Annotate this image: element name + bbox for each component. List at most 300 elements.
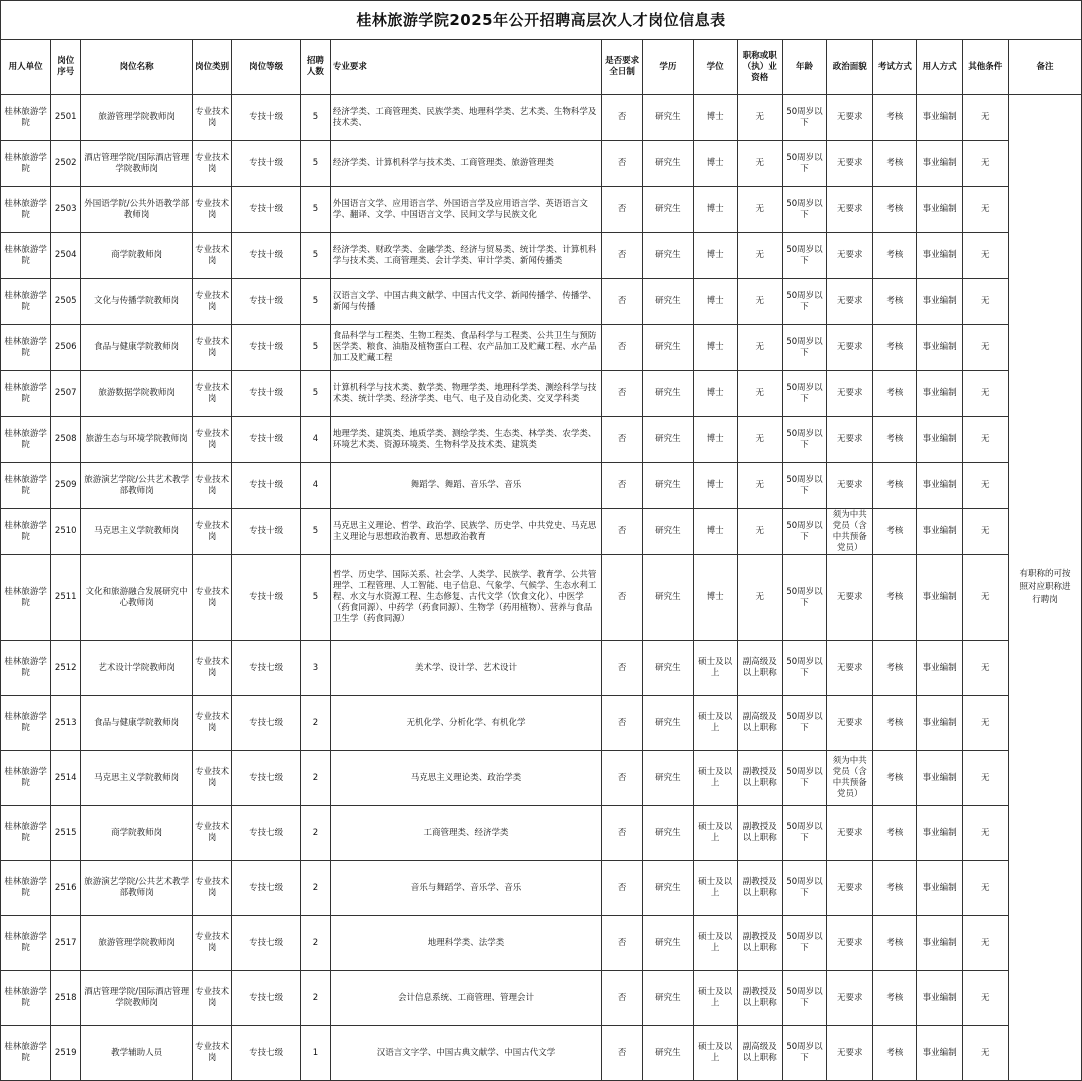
cell-name: 旅游演艺学院/公共艺术教学部教师岗	[81, 861, 193, 916]
cell-category: 专业技术岗	[193, 641, 232, 696]
cell-degree: 博士	[693, 417, 737, 463]
cell-category: 专业技术岗	[193, 509, 232, 555]
cell-unit: 桂林旅游学院	[1, 861, 51, 916]
cell-exam: 考核	[873, 971, 917, 1026]
cell-employ: 事业编制	[917, 861, 962, 916]
cell-employ: 事业编制	[917, 463, 962, 509]
cell-fulltime: 否	[602, 279, 643, 325]
cell-name: 旅游管理学院教师岗	[81, 95, 193, 141]
cell-education: 研究生	[643, 1026, 693, 1081]
cell-employ: 事业编制	[917, 141, 962, 187]
cell-major: 音乐与舞蹈学、音乐学、音乐	[330, 861, 601, 916]
cell-politics: 无要求	[827, 95, 873, 141]
header-unit: 用人单位	[1, 40, 51, 95]
table-row	[1, 916, 1082, 971]
cell-education: 研究生	[643, 509, 693, 555]
table-row	[1, 141, 1082, 187]
cell-other: 无	[962, 916, 1008, 971]
cell-fulltime: 否	[602, 187, 643, 233]
header-exam: 考试方式	[873, 40, 917, 95]
cell-level: 专技十级	[232, 555, 301, 641]
cell-unit: 桂林旅游学院	[1, 806, 51, 861]
cell-level: 专技十级	[232, 233, 301, 279]
table-row	[1, 325, 1082, 371]
table-row	[1, 971, 1082, 1026]
cell-count: 1	[301, 1026, 331, 1081]
header-age: 年龄	[782, 40, 826, 95]
cell-exam: 考核	[873, 1026, 917, 1081]
cell-exam: 考核	[873, 187, 917, 233]
cell-employ: 事业编制	[917, 971, 962, 1026]
job-rows	[1, 95, 1082, 1081]
table-row	[1, 861, 1082, 916]
cell-seq: 2514	[51, 751, 81, 806]
cell-employ: 事业编制	[917, 325, 962, 371]
cell-unit: 桂林旅游学院	[1, 233, 51, 279]
cell-title: 无	[737, 509, 782, 555]
cell-level: 专技七级	[232, 916, 301, 971]
cell-politics: 无要求	[827, 806, 873, 861]
cell-name: 教学辅助人员	[81, 1026, 193, 1081]
cell-unit: 桂林旅游学院	[1, 95, 51, 141]
cell-name: 旅游生态与环境学院教师岗	[81, 417, 193, 463]
cell-age: 50周岁以下	[782, 325, 826, 371]
cell-category: 专业技术岗	[193, 417, 232, 463]
cell-count: 2	[301, 696, 331, 751]
cell-title: 副教授及以上职称	[737, 971, 782, 1026]
cell-age: 50周岁以下	[782, 371, 826, 417]
cell-exam: 考核	[873, 751, 917, 806]
cell-level: 专技十级	[232, 417, 301, 463]
cell-major: 地理科学类、法学类	[330, 916, 601, 971]
cell-major: 计算机科学与技术类、数学类、物理学类、地理科学类、测绘科学与技术类、统计学类、经济学类、电气、电子及自动化类、交叉学科类	[330, 371, 601, 417]
cell-name: 马克思主义学院教师岗	[81, 751, 193, 806]
cell-title: 无	[737, 233, 782, 279]
table-row	[1, 233, 1082, 279]
cell-title: 副高级及以上职称	[737, 1026, 782, 1081]
cell-fulltime: 否	[602, 806, 643, 861]
remark-cell: 有职称的可按照对应职称进行聘岗	[1008, 95, 1081, 1081]
cell-degree: 硕士及以上	[693, 641, 737, 696]
cell-level: 专技十级	[232, 279, 301, 325]
cell-fulltime: 否	[602, 233, 643, 279]
table-row	[1, 95, 1082, 141]
cell-unit: 桂林旅游学院	[1, 187, 51, 233]
cell-other: 无	[962, 371, 1008, 417]
cell-employ: 事业编制	[917, 95, 962, 141]
cell-age: 50周岁以下	[782, 463, 826, 509]
cell-other: 无	[962, 806, 1008, 861]
cell-unit: 桂林旅游学院	[1, 971, 51, 1026]
table-row	[1, 696, 1082, 751]
cell-degree: 硕士及以上	[693, 806, 737, 861]
table-row	[1, 279, 1082, 325]
cell-exam: 考核	[873, 806, 917, 861]
cell-seq: 2505	[51, 279, 81, 325]
cell-unit: 桂林旅游学院	[1, 371, 51, 417]
cell-education: 研究生	[643, 141, 693, 187]
header-remark: 备注	[1008, 40, 1081, 95]
cell-exam: 考核	[873, 325, 917, 371]
page-title: 桂林旅游学院2025年公开招聘高层次人才岗位信息表	[1, 1, 1082, 40]
cell-count: 2	[301, 916, 331, 971]
cell-education: 研究生	[643, 95, 693, 141]
cell-other: 无	[962, 187, 1008, 233]
cell-major: 无机化学、分析化学、有机化学	[330, 696, 601, 751]
cell-count: 5	[301, 95, 331, 141]
cell-seq: 2517	[51, 916, 81, 971]
cell-age: 50周岁以下	[782, 751, 826, 806]
cell-count: 4	[301, 463, 331, 509]
cell-employ: 事业编制	[917, 1026, 962, 1081]
cell-name: 食品与健康学院教师岗	[81, 325, 193, 371]
cell-unit: 桂林旅游学院	[1, 555, 51, 641]
cell-level: 专技十级	[232, 141, 301, 187]
header-level: 岗位等级	[232, 40, 301, 95]
cell-politics: 须为中共党员（含中共预备党员）	[827, 751, 873, 806]
cell-seq: 2506	[51, 325, 81, 371]
cell-education: 研究生	[643, 463, 693, 509]
cell-category: 专业技术岗	[193, 861, 232, 916]
cell-seq: 2512	[51, 641, 81, 696]
cell-count: 2	[301, 971, 331, 1026]
cell-degree: 硕士及以上	[693, 1026, 737, 1081]
cell-degree: 博士	[693, 141, 737, 187]
cell-unit: 桂林旅游学院	[1, 751, 51, 806]
cell-unit: 桂林旅游学院	[1, 279, 51, 325]
header-name: 岗位名称	[81, 40, 193, 95]
cell-level: 专技七级	[232, 751, 301, 806]
cell-count: 2	[301, 806, 331, 861]
cell-category: 专业技术岗	[193, 233, 232, 279]
cell-other: 无	[962, 233, 1008, 279]
cell-level: 专技七级	[232, 861, 301, 916]
cell-age: 50周岁以下	[782, 641, 826, 696]
cell-level: 专技十级	[232, 463, 301, 509]
cell-unit: 桂林旅游学院	[1, 141, 51, 187]
cell-exam: 考核	[873, 463, 917, 509]
cell-age: 50周岁以下	[782, 187, 826, 233]
cell-level: 专技七级	[232, 806, 301, 861]
cell-employ: 事业编制	[917, 371, 962, 417]
cell-category: 专业技术岗	[193, 555, 232, 641]
cell-major: 经济学类、工商管理类、民族学类、地理科学类、艺术类、生物科学及技术类、	[330, 95, 601, 141]
cell-education: 研究生	[643, 971, 693, 1026]
cell-age: 50周岁以下	[782, 861, 826, 916]
cell-title: 副教授及以上职称	[737, 916, 782, 971]
cell-fulltime: 否	[602, 95, 643, 141]
cell-seq: 2515	[51, 806, 81, 861]
table-row	[1, 751, 1082, 806]
cell-name: 艺术设计学院教师岗	[81, 641, 193, 696]
cell-education: 研究生	[643, 806, 693, 861]
header-seq: 岗位序号	[51, 40, 81, 95]
table-row	[1, 1026, 1082, 1081]
cell-employ: 事业编制	[917, 187, 962, 233]
cell-politics: 无要求	[827, 325, 873, 371]
cell-category: 专业技术岗	[193, 95, 232, 141]
cell-count: 5	[301, 325, 331, 371]
header-education: 学历	[643, 40, 693, 95]
cell-education: 研究生	[643, 371, 693, 417]
cell-count: 5	[301, 141, 331, 187]
cell-education: 研究生	[643, 325, 693, 371]
cell-level: 专技七级	[232, 971, 301, 1026]
cell-fulltime: 否	[602, 861, 643, 916]
header-politics: 政治面貌	[827, 40, 873, 95]
cell-seq: 2501	[51, 95, 81, 141]
cell-exam: 考核	[873, 141, 917, 187]
cell-education: 研究生	[643, 916, 693, 971]
cell-age: 50周岁以下	[782, 233, 826, 279]
cell-other: 无	[962, 509, 1008, 555]
cell-politics: 无要求	[827, 371, 873, 417]
cell-level: 专技十级	[232, 371, 301, 417]
cell-seq: 2503	[51, 187, 81, 233]
cell-degree: 硕士及以上	[693, 916, 737, 971]
cell-major: 外国语言文学、应用语言学、外国语言学及应用语言学、英语语言文学、翻译、文学、中国语言文学、民间文学与民族文化	[330, 187, 601, 233]
cell-age: 50周岁以下	[782, 509, 826, 555]
table-row	[1, 463, 1082, 509]
cell-fulltime: 否	[602, 325, 643, 371]
cell-degree: 硕士及以上	[693, 861, 737, 916]
cell-other: 无	[962, 279, 1008, 325]
cell-seq: 2518	[51, 971, 81, 1026]
cell-exam: 考核	[873, 279, 917, 325]
cell-name: 文化与传播学院教师岗	[81, 279, 193, 325]
cell-count: 5	[301, 187, 331, 233]
cell-major: 汉语言文学、中国古典文献学、中国古代文学、新闻传播学、传播学、新闻与传播	[330, 279, 601, 325]
cell-major: 舞蹈学、舞蹈、音乐学、音乐	[330, 463, 601, 509]
cell-education: 研究生	[643, 861, 693, 916]
cell-employ: 事业编制	[917, 233, 962, 279]
cell-degree: 硕士及以上	[693, 751, 737, 806]
cell-title: 副高级及以上职称	[737, 641, 782, 696]
cell-degree: 硕士及以上	[693, 971, 737, 1026]
cell-degree: 博士	[693, 555, 737, 641]
cell-other: 无	[962, 1026, 1008, 1081]
cell-name: 旅游管理学院教师岗	[81, 916, 193, 971]
cell-category: 专业技术岗	[193, 916, 232, 971]
cell-unit: 桂林旅游学院	[1, 463, 51, 509]
cell-seq: 2507	[51, 371, 81, 417]
cell-employ: 事业编制	[917, 641, 962, 696]
cell-count: 5	[301, 371, 331, 417]
cell-fulltime: 否	[602, 1026, 643, 1081]
cell-level: 专技七级	[232, 696, 301, 751]
cell-exam: 考核	[873, 95, 917, 141]
cell-major: 马克思主义理论、哲学、政治学、民族学、历史学、中共党史、马克思主义理论与思想政治教育、思想政治教育	[330, 509, 601, 555]
cell-degree: 博士	[693, 279, 737, 325]
cell-category: 专业技术岗	[193, 806, 232, 861]
cell-age: 50周岁以下	[782, 696, 826, 751]
cell-employ: 事业编制	[917, 555, 962, 641]
cell-title: 无	[737, 325, 782, 371]
table-row	[1, 509, 1082, 555]
cell-politics: 无要求	[827, 971, 873, 1026]
cell-degree: 博士	[693, 187, 737, 233]
cell-title: 副教授及以上职称	[737, 751, 782, 806]
cell-level: 专技十级	[232, 95, 301, 141]
cell-employ: 事业编制	[917, 751, 962, 806]
cell-title: 副教授及以上职称	[737, 806, 782, 861]
header-other: 其他条件	[962, 40, 1008, 95]
cell-title: 副高级及以上职称	[737, 696, 782, 751]
cell-title: 无	[737, 141, 782, 187]
cell-other: 无	[962, 641, 1008, 696]
cell-name: 商学院教师岗	[81, 233, 193, 279]
cell-education: 研究生	[643, 417, 693, 463]
cell-seq: 2519	[51, 1026, 81, 1081]
cell-major: 哲学、历史学、国际关系、社会学、人类学、民族学、教育学、公共管理学、工程管理、人工智能、电子信息、气象学、气候学、生态水利工程、水文与水资源工程、生态修复、古代文学（饮食文化）、中医学（药食同源）、中药学（药食同源）、生物学（药用植物）、营养与食品卫生学（药食同源）	[330, 555, 601, 641]
cell-politics: 无要求	[827, 187, 873, 233]
header-employ: 用人方式	[917, 40, 962, 95]
cell-other: 无	[962, 463, 1008, 509]
cell-degree: 博士	[693, 371, 737, 417]
cell-unit: 桂林旅游学院	[1, 1026, 51, 1081]
cell-age: 50周岁以下	[782, 555, 826, 641]
cell-fulltime: 否	[602, 916, 643, 971]
cell-other: 无	[962, 971, 1008, 1026]
cell-exam: 考核	[873, 916, 917, 971]
cell-category: 专业技术岗	[193, 279, 232, 325]
cell-title: 无	[737, 279, 782, 325]
table-row	[1, 641, 1082, 696]
cell-employ: 事业编制	[917, 916, 962, 971]
cell-major: 经济学类、财政学类、金融学类、经济与贸易类、统计学类、计算机科学与技术类、工商管理类、会计学类、审计学类、新闻传播类	[330, 233, 601, 279]
cell-title: 无	[737, 371, 782, 417]
table-row	[1, 187, 1082, 233]
cell-age: 50周岁以下	[782, 141, 826, 187]
cell-politics: 无要求	[827, 641, 873, 696]
cell-employ: 事业编制	[917, 806, 962, 861]
cell-degree: 博士	[693, 463, 737, 509]
cell-politics: 无要求	[827, 1026, 873, 1081]
cell-age: 50周岁以下	[782, 279, 826, 325]
cell-exam: 考核	[873, 555, 917, 641]
cell-count: 5	[301, 555, 331, 641]
cell-level: 专技十级	[232, 187, 301, 233]
cell-fulltime: 否	[602, 509, 643, 555]
cell-fulltime: 否	[602, 371, 643, 417]
cell-exam: 考核	[873, 417, 917, 463]
cell-name: 商学院教师岗	[81, 806, 193, 861]
cell-title: 无	[737, 95, 782, 141]
cell-seq: 2513	[51, 696, 81, 751]
cell-degree: 博士	[693, 325, 737, 371]
header-row	[1, 40, 1082, 95]
cell-count: 5	[301, 279, 331, 325]
cell-title: 副教授及以上职称	[737, 861, 782, 916]
cell-count: 2	[301, 861, 331, 916]
cell-title: 无	[737, 463, 782, 509]
cell-category: 专业技术岗	[193, 463, 232, 509]
cell-politics: 无要求	[827, 555, 873, 641]
cell-education: 研究生	[643, 187, 693, 233]
cell-category: 专业技术岗	[193, 751, 232, 806]
cell-title: 无	[737, 187, 782, 233]
cell-exam: 考核	[873, 509, 917, 555]
cell-level: 专技七级	[232, 641, 301, 696]
cell-name: 旅游演艺学院/公共艺术教学部教师岗	[81, 463, 193, 509]
cell-seq: 2511	[51, 555, 81, 641]
cell-unit: 桂林旅游学院	[1, 509, 51, 555]
cell-education: 研究生	[643, 279, 693, 325]
cell-other: 无	[962, 417, 1008, 463]
cell-seq: 2504	[51, 233, 81, 279]
cell-employ: 事业编制	[917, 509, 962, 555]
cell-major: 汉语言文字学、中国古典文献学、中国古代文学	[330, 1026, 601, 1081]
cell-exam: 考核	[873, 861, 917, 916]
cell-seq: 2510	[51, 509, 81, 555]
cell-title: 无	[737, 555, 782, 641]
cell-count: 5	[301, 233, 331, 279]
cell-degree: 硕士及以上	[693, 696, 737, 751]
cell-degree: 博士	[693, 233, 737, 279]
header-count: 招聘人数	[301, 40, 331, 95]
cell-title: 无	[737, 417, 782, 463]
cell-other: 无	[962, 751, 1008, 806]
cell-seq: 2516	[51, 861, 81, 916]
cell-category: 专业技术岗	[193, 187, 232, 233]
cell-exam: 考核	[873, 371, 917, 417]
cell-seq: 2502	[51, 141, 81, 187]
cell-other: 无	[962, 95, 1008, 141]
cell-major: 美术学、设计学、艺术设计	[330, 641, 601, 696]
cell-age: 50周岁以下	[782, 806, 826, 861]
cell-major: 马克思主义理论类、政治学类	[330, 751, 601, 806]
cell-level: 专技十级	[232, 509, 301, 555]
cell-other: 无	[962, 141, 1008, 187]
cell-politics: 无要求	[827, 279, 873, 325]
cell-category: 专业技术岗	[193, 371, 232, 417]
cell-education: 研究生	[643, 233, 693, 279]
header-title: 职称或职（执）业资格	[737, 40, 782, 95]
cell-fulltime: 否	[602, 751, 643, 806]
cell-unit: 桂林旅游学院	[1, 696, 51, 751]
cell-unit: 桂林旅游学院	[1, 325, 51, 371]
table-row	[1, 806, 1082, 861]
cell-name: 文化和旅游融合发展研究中心教师岗	[81, 555, 193, 641]
cell-major: 食品科学与工程类、生物工程类、食品科学与工程类、公共卫生与预防医学类、粮食、油脂及植物蛋白工程、农产品加工及贮藏工程、水产品加工及贮藏工程	[330, 325, 601, 371]
cell-fulltime: 否	[602, 141, 643, 187]
cell-fulltime: 否	[602, 971, 643, 1026]
cell-politics: 无要求	[827, 463, 873, 509]
cell-fulltime: 否	[602, 463, 643, 509]
cell-education: 研究生	[643, 555, 693, 641]
cell-employ: 事业编制	[917, 279, 962, 325]
cell-education: 研究生	[643, 641, 693, 696]
header-fulltime: 是否要求全日制	[602, 40, 643, 95]
cell-exam: 考核	[873, 696, 917, 751]
cell-name: 外国语学院/公共外语教学部教师岗	[81, 187, 193, 233]
cell-major: 工商管理类、经济学类	[330, 806, 601, 861]
cell-category: 专业技术岗	[193, 696, 232, 751]
cell-name: 旅游数据学院教师岗	[81, 371, 193, 417]
cell-major: 地理学类、建筑类、地质学类、测绘学类、生态类、林学类、农学类、环境艺术类、资源环境类、生物科学及技术类、建筑类	[330, 417, 601, 463]
cell-age: 50周岁以下	[782, 916, 826, 971]
cell-exam: 考核	[873, 641, 917, 696]
cell-major: 经济学类、计算机科学与技术类、工商管理类、旅游管理类	[330, 141, 601, 187]
cell-age: 50周岁以下	[782, 971, 826, 1026]
cell-politics: 无要求	[827, 916, 873, 971]
cell-name: 酒店管理学院/国际酒店管理学院教师岗	[81, 141, 193, 187]
cell-other: 无	[962, 861, 1008, 916]
cell-category: 专业技术岗	[193, 325, 232, 371]
cell-category: 专业技术岗	[193, 141, 232, 187]
cell-category: 专业技术岗	[193, 971, 232, 1026]
cell-unit: 桂林旅游学院	[1, 916, 51, 971]
